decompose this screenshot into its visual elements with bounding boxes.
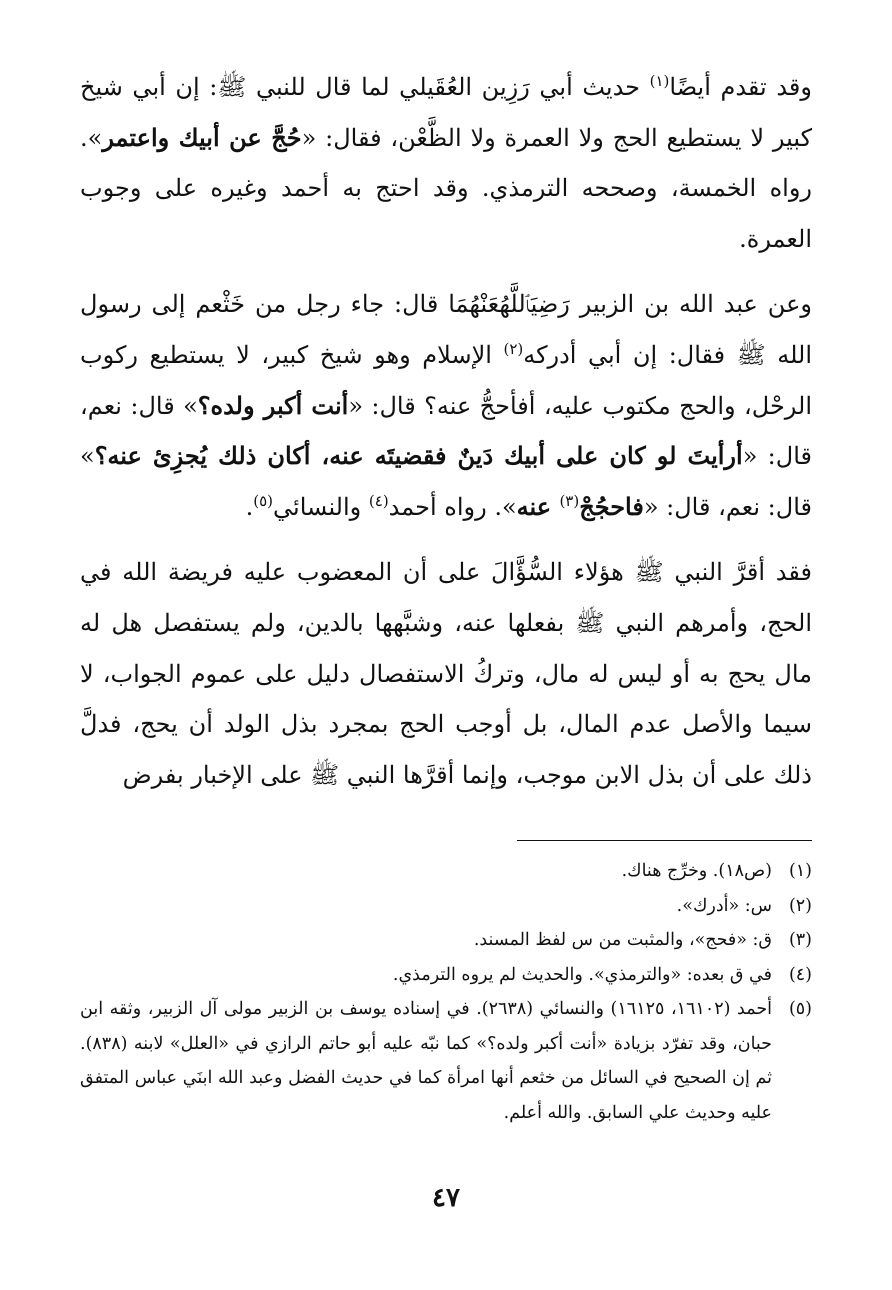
footnote-reference: (٣) xyxy=(559,491,580,510)
footnote-reference: (٥) xyxy=(253,491,274,510)
text-run: ». رواه أحمد xyxy=(388,492,517,521)
footnote-separator xyxy=(517,840,812,841)
paragraph xyxy=(80,547,812,800)
footnote-number: (١) xyxy=(788,861,812,882)
footnote xyxy=(80,923,812,958)
footnote-text: أحمد (١٦١٠٢، ١٦١٢٥) والنسائي (٢٦٣٨). في إسناده يوسف بن الزبير مولى آل الزبير، وثقه ابن حبان، وقد تفرّد بزيادة «أنت أكبر ولده؟» كما نبّه عليه أبو حاتم الرازي في «العلل» لابنه (٨٣٨). ثم إن الصحيح في السائل من خثعم أنها امرأة كما في حديث الفضل وعبد الله ابنَي عباس المتفق عليه وحديث علي السابق. والله أعلم. xyxy=(80,999,773,1123)
text-run: حديث أبي رَزِين العُقَيلي لما قال للنبي ﷺ: إن أبي شيخ كبير لا يستطيع الحج ولا العمرة ولا الظَّعْن، فقال: « xyxy=(80,73,812,152)
footnote xyxy=(80,958,812,993)
main-text xyxy=(80,62,812,800)
paragraph xyxy=(80,279,812,532)
footnote-number: (٣) xyxy=(788,930,812,951)
footnote-text: س: «أدرك». xyxy=(676,895,772,916)
footnote xyxy=(80,889,812,924)
text-run: وقد تقدم أيضًا xyxy=(669,73,812,101)
footnote-text: (ص١٨). وخرِّج هناك. xyxy=(621,861,772,882)
hadith-quote: أرأيتَ لو كان على أبيك دَينٌ فقضيتَه عنه، أكان ذلك يُجزِئ عنه؟ xyxy=(94,441,743,471)
text-run: والنسائي xyxy=(273,492,369,521)
hadith-quote: عنه xyxy=(516,491,560,521)
footnotes xyxy=(80,854,812,1130)
footnote-text: في ق بعده: «والترمذي». والحديث لم يروه الترمذي. xyxy=(392,964,772,985)
page-number: ٤٧ xyxy=(432,1183,460,1213)
hadith-quote: فاحجُجْ xyxy=(579,491,644,521)
footnote-text: ق: «فحج»، والمثبت من س لفظ المسند. xyxy=(473,930,772,951)
text-run: فقد أقرَّ النبي ﷺ هؤلاء السُّؤَّالَ على أن المعضوب عليه فريضة الله في الحج، وأمرهم النبي ﷺ بفعلها عنه، وشبَّهها بالدين، ولم يستفصل هل له مال يحج به أو ليس له مال، وتركُ الاستفصال دليل على عموم الجواب، لا سيما والأصل عدم المال، بل أوجب الحج بمجرد بذل الولد أن يحج، فدلَّ ذلك على أن بذل الابن موجب، وإنما أقرَّها النبي ﷺ على الإخبار بفرض xyxy=(80,558,812,789)
footnote xyxy=(80,854,812,889)
text-run: وعن عبد الله بن الزبير رَضِيَٱللَّهُعَنْهُمَا قال: جاء رجل من خَثْعم إلى رسول الله ﷺ فقال: إن أبي أدركه xyxy=(80,290,812,369)
footnote-reference: (١) xyxy=(649,72,670,90)
footnote-number: (٤) xyxy=(788,964,812,985)
footnote xyxy=(80,992,812,1130)
footnote-reference: (٢) xyxy=(503,339,524,358)
text-run: » قال: نعم، قال: « xyxy=(80,391,812,471)
footnote-number: (٥) xyxy=(788,999,812,1020)
text-run: ». رواه الخمسة، وصححه الترمذي. وقد احتج به أحمد وغيره على وجوب العمرة. xyxy=(80,123,812,253)
text-run: . xyxy=(245,492,254,521)
text-run: » قال: نعم، قال: « xyxy=(80,442,812,521)
hadith-quote: حُجَّ عن أبيك واعتمر xyxy=(102,122,302,152)
text-run: الإسلام وهو شيخ كبير، لا يستطيع ركوب الرحْل، والحج مكتوب عليه، أفأحجُّ عنه؟ قال: « xyxy=(80,340,813,420)
footnote-reference: (٤) xyxy=(368,491,389,510)
paragraph xyxy=(80,62,812,264)
footnote-number: (٢) xyxy=(788,895,812,916)
hadith-quote: أنت أكبر ولده؟ xyxy=(197,390,349,420)
